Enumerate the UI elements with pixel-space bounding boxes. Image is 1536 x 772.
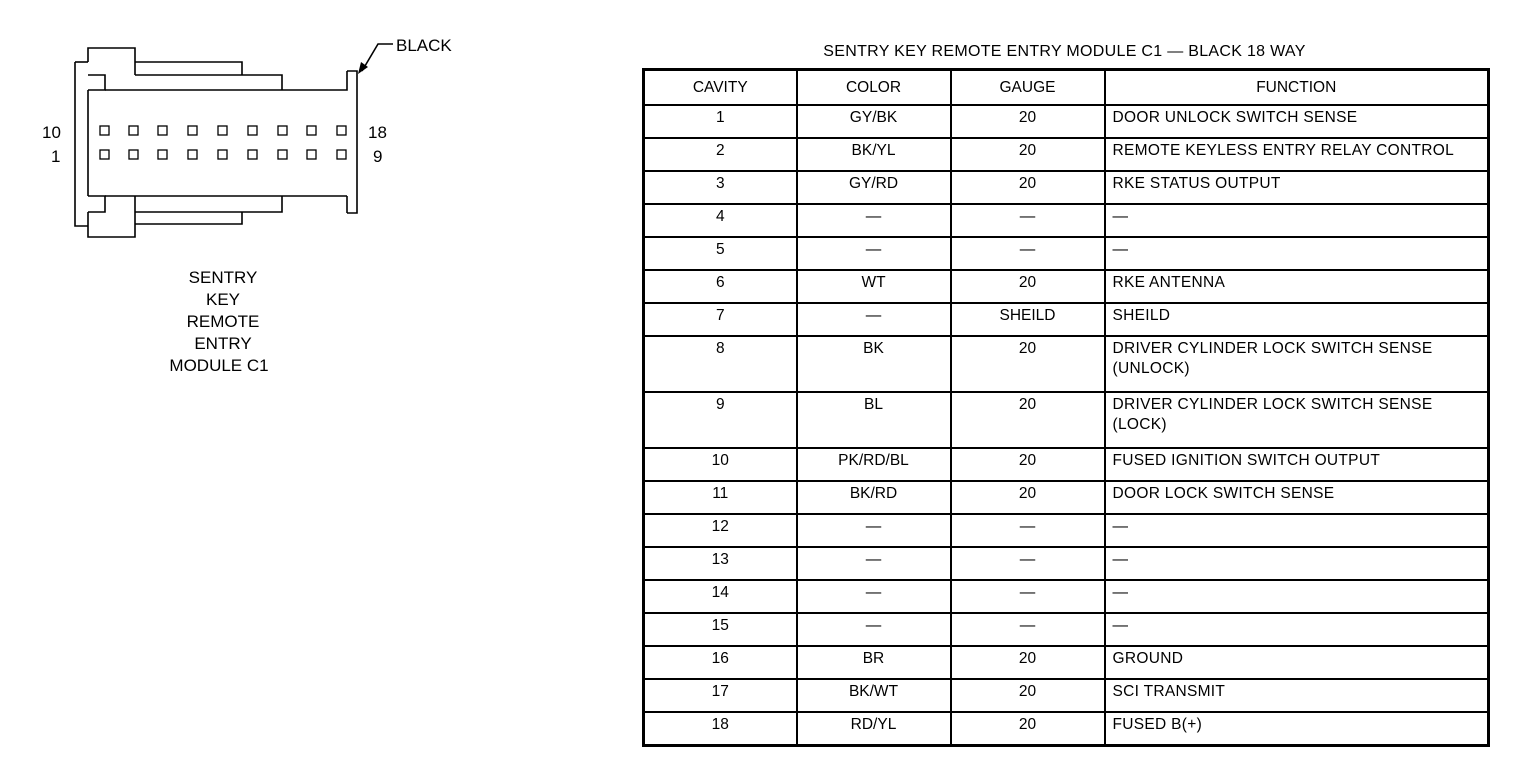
cell-color: BK [797, 336, 951, 392]
cell-gauge: SHEILD [951, 303, 1105, 336]
cell-color: RD/YL [797, 712, 951, 745]
cell-gauge: 20 [951, 336, 1105, 392]
pin-cavity [100, 150, 109, 159]
connector-body-outline [75, 48, 357, 237]
cell-gauge: — [951, 514, 1105, 547]
cell-function: — [1105, 514, 1489, 547]
table-row [644, 712, 1489, 745]
cell-cavity: 11 [644, 481, 797, 514]
table-row [644, 303, 1489, 336]
cell-color: BR [797, 646, 951, 679]
cell-color: WT [797, 270, 951, 303]
cell-gauge: 20 [951, 679, 1105, 712]
pin-cavity [218, 150, 227, 159]
pin-cavity [158, 126, 167, 135]
cell-function: — [1105, 204, 1489, 237]
connector-name-line: SENTRY [188, 268, 258, 287]
table-row [644, 646, 1489, 679]
table-row [644, 613, 1489, 646]
table-row [644, 392, 1489, 448]
pin-cavity [278, 126, 287, 135]
cell-gauge: — [951, 613, 1105, 646]
column-header-gauge: GAUGE [951, 70, 1105, 106]
cell-function: REMOTE KEYLESS ENTRY RELAY CONTROL [1105, 138, 1489, 171]
connector-color-tag: BLACK [396, 36, 452, 55]
cell-color: GY/BK [797, 105, 951, 138]
cell-color: — [797, 204, 951, 237]
cell-gauge: 20 [951, 712, 1105, 745]
cell-gauge: 20 [951, 392, 1105, 448]
cell-function: RKE STATUS OUTPUT [1105, 171, 1489, 204]
cell-function: — [1105, 613, 1489, 646]
pinout-table [642, 68, 1490, 747]
cell-cavity: 15 [644, 613, 797, 646]
cell-cavity: 8 [644, 336, 797, 392]
cell-function: DOOR LOCK SWITCH SENSE [1105, 481, 1489, 514]
connector-name-line: REMOTE [186, 312, 260, 331]
pin-cavity-grid [100, 126, 346, 159]
table-row [644, 105, 1489, 138]
cell-function: DRIVER CYLINDER LOCK SWITCH SENSE (LOCK) [1105, 392, 1489, 448]
cell-color: — [797, 613, 951, 646]
cell-gauge: — [951, 237, 1105, 270]
cell-function: — [1105, 237, 1489, 270]
cell-gauge: — [951, 547, 1105, 580]
table-row [644, 270, 1489, 303]
cell-color: — [797, 514, 951, 547]
cell-color: BK/WT [797, 679, 951, 712]
cell-gauge: 20 [951, 270, 1105, 303]
cell-color: — [797, 580, 951, 613]
cell-cavity: 7 [644, 303, 797, 336]
pin-cavity [129, 126, 138, 135]
cell-color: BK/YL [797, 138, 951, 171]
cell-function: — [1105, 580, 1489, 613]
pin-cavity [129, 150, 138, 159]
cell-cavity: 14 [644, 580, 797, 613]
cell-gauge: 20 [951, 171, 1105, 204]
cell-cavity: 5 [644, 237, 797, 270]
cell-gauge: — [951, 204, 1105, 237]
cell-cavity: 3 [644, 171, 797, 204]
column-header-cavity: CAVITY [644, 70, 797, 106]
color-tag-leader [358, 44, 393, 74]
cell-cavity: 1 [644, 105, 797, 138]
cell-gauge: 20 [951, 481, 1105, 514]
cell-gauge: 20 [951, 138, 1105, 171]
table-title: SENTRY KEY REMOTE ENTRY MODULE C1 — BLACK 18 WAY [823, 43, 1306, 60]
connector-diagram [0, 0, 620, 420]
table-row [644, 580, 1489, 613]
cell-gauge: 20 [951, 448, 1105, 481]
table-row [644, 514, 1489, 547]
cell-function: FUSED B(+) [1105, 712, 1489, 745]
table-row [644, 481, 1489, 514]
cell-color: BL [797, 392, 951, 448]
pin-cavity [307, 150, 316, 159]
pin-label-top-left: 10 [42, 123, 61, 142]
table-row [644, 448, 1489, 481]
pin-cavity [100, 126, 109, 135]
pin-cavity [337, 150, 346, 159]
cell-function: FUSED IGNITION SWITCH OUTPUT [1105, 448, 1489, 481]
pin-cavity [218, 126, 227, 135]
cell-function: DRIVER CYLINDER LOCK SWITCH SENSE (UNLOCK) [1105, 336, 1489, 392]
cell-function: SHEILD [1105, 303, 1489, 336]
table-row [644, 138, 1489, 171]
cell-cavity: 12 [644, 514, 797, 547]
pin-cavity [337, 126, 346, 135]
cell-color: — [797, 303, 951, 336]
table-header-row [644, 70, 1489, 106]
cell-cavity: 4 [644, 204, 797, 237]
pin-cavity [188, 126, 197, 135]
column-header-function: FUNCTION [1105, 70, 1489, 106]
pin-label-top-right: 18 [368, 123, 387, 142]
cell-function: — [1105, 547, 1489, 580]
cell-cavity: 9 [644, 392, 797, 448]
cell-gauge: 20 [951, 646, 1105, 679]
table-body [644, 105, 1489, 745]
table-row [644, 336, 1489, 392]
cell-color: — [797, 237, 951, 270]
cell-function: GROUND [1105, 646, 1489, 679]
connector-name [169, 268, 268, 375]
pin-cavity [248, 150, 257, 159]
cell-color: — [797, 547, 951, 580]
pin-cavity [307, 126, 316, 135]
column-header-color: COLOR [797, 70, 951, 106]
connector-name-line: KEY [205, 290, 241, 309]
table-row [644, 171, 1489, 204]
pin-cavity [278, 150, 287, 159]
cell-gauge: — [951, 580, 1105, 613]
pin-cavity [248, 126, 257, 135]
cell-color: BK/RD [797, 481, 951, 514]
table-row [644, 679, 1489, 712]
pin-cavity [188, 150, 197, 159]
cell-color: PK/RD/BL [797, 448, 951, 481]
pin-label-bottom-right: 9 [373, 147, 383, 166]
cell-cavity: 18 [644, 712, 797, 745]
table-row [644, 547, 1489, 580]
cell-function: DOOR UNLOCK SWITCH SENSE [1105, 105, 1489, 138]
table-row [644, 237, 1489, 270]
cell-cavity: 13 [644, 547, 797, 580]
table-row [644, 204, 1489, 237]
pin-cavity [158, 150, 167, 159]
cell-cavity: 2 [644, 138, 797, 171]
connector-name-line: ENTRY [194, 334, 252, 353]
cell-cavity: 6 [644, 270, 797, 303]
pinout-table-block [642, 40, 1487, 747]
cell-color: GY/RD [797, 171, 951, 204]
cell-cavity: 10 [644, 448, 797, 481]
connector-name-line: MODULE C1 [169, 356, 269, 375]
cell-cavity: 16 [644, 646, 797, 679]
pin-label-bottom-left: 1 [51, 147, 61, 166]
cell-gauge: 20 [951, 105, 1105, 138]
cell-cavity: 17 [644, 679, 797, 712]
cell-function: RKE ANTENNA [1105, 270, 1489, 303]
cell-function: SCI TRANSMIT [1105, 679, 1489, 712]
